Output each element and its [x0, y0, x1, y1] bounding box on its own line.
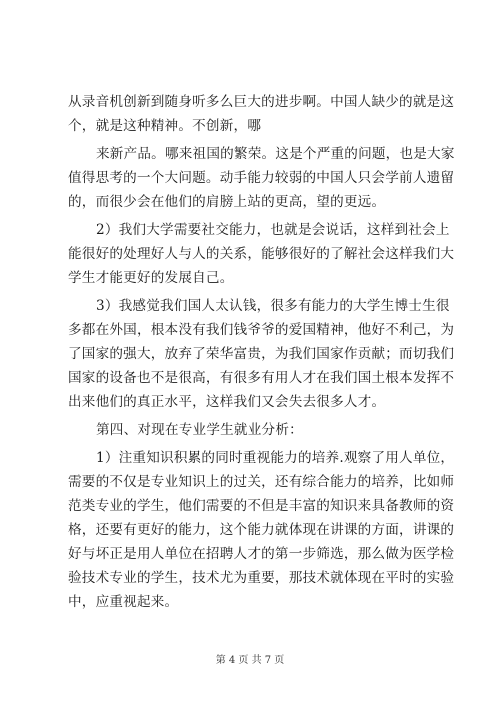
paragraph-line: 中，应重视起来。	[68, 594, 179, 610]
paragraph-line: 好与坏正是用人单位在招聘人才的第一步筛选，那么做为医学检	[68, 546, 455, 562]
paragraph-line: 值得思考的一个大问题。动手能力较弱的中国人只会学前人遗留	[68, 170, 455, 186]
paragraph-line: 来新产品。哪来祖国的繁荣。这是个严重的问题，也是大家	[96, 146, 455, 162]
paragraph-line: 出来他们的真正水平，这样我们又会失去很多人才。	[68, 394, 386, 410]
paragraph-line: 需要的不仅是专业知识上的过关，还有综合能力的培养，比如师	[68, 474, 455, 490]
paragraph-line: 从录音机创新到随身听多么巨大的进步啊。中国人缺少的就是这	[68, 94, 455, 110]
paragraph-line: 1）注重知识积累的同时重视能力的培养.观察了用人单位，	[96, 450, 455, 466]
section-heading: 第四、对现在专业学生就业分析：	[96, 422, 303, 438]
page-number-footer: 第 4 页 共 7 页	[215, 655, 285, 666]
paragraph-line: 的，而很少会在他们的肩膀上站的更高，望的更远。	[68, 194, 386, 210]
paragraph-line: 格，还要有更好的能力，这个能力就体现在讲课的方面，讲课的	[68, 522, 455, 538]
paragraph-line: 多都在外国，根本没有我们钱爷爷的爱国精神，他好不利己，为	[68, 322, 455, 338]
paragraph-line: 国家的设备也不是很高，有很多有用人才在我们国土根本发挥不	[68, 370, 455, 386]
paragraph-line: 了国家的强大，放弃了荣华富贵，为我们国家作贡献；而切我们	[68, 346, 455, 362]
document-body	[68, 90, 455, 614]
paragraph-line: 能很好的处理好人与人的关系，能够很好的了解社会这样我们大	[68, 246, 455, 262]
paragraph-line: 2）我们大学需要社交能力，也就是会说话，这样到社会上	[96, 222, 450, 238]
paragraph-line: 学生才能更好的发展自己。	[68, 270, 234, 286]
paragraph-line: 3）我感觉我们国人太认钱，很多有能力的大学生博士生很	[96, 298, 450, 314]
paragraph-line: 验技术专业的学生，技术尤为重要，那技术就体现在平时的实验	[68, 570, 455, 586]
paragraph-line: 个，就是这种精神。不创新，哪	[68, 118, 262, 134]
paragraph-line: 范类专业的学生，他们需要的不但是丰富的知识来具备教师的资	[68, 498, 455, 514]
